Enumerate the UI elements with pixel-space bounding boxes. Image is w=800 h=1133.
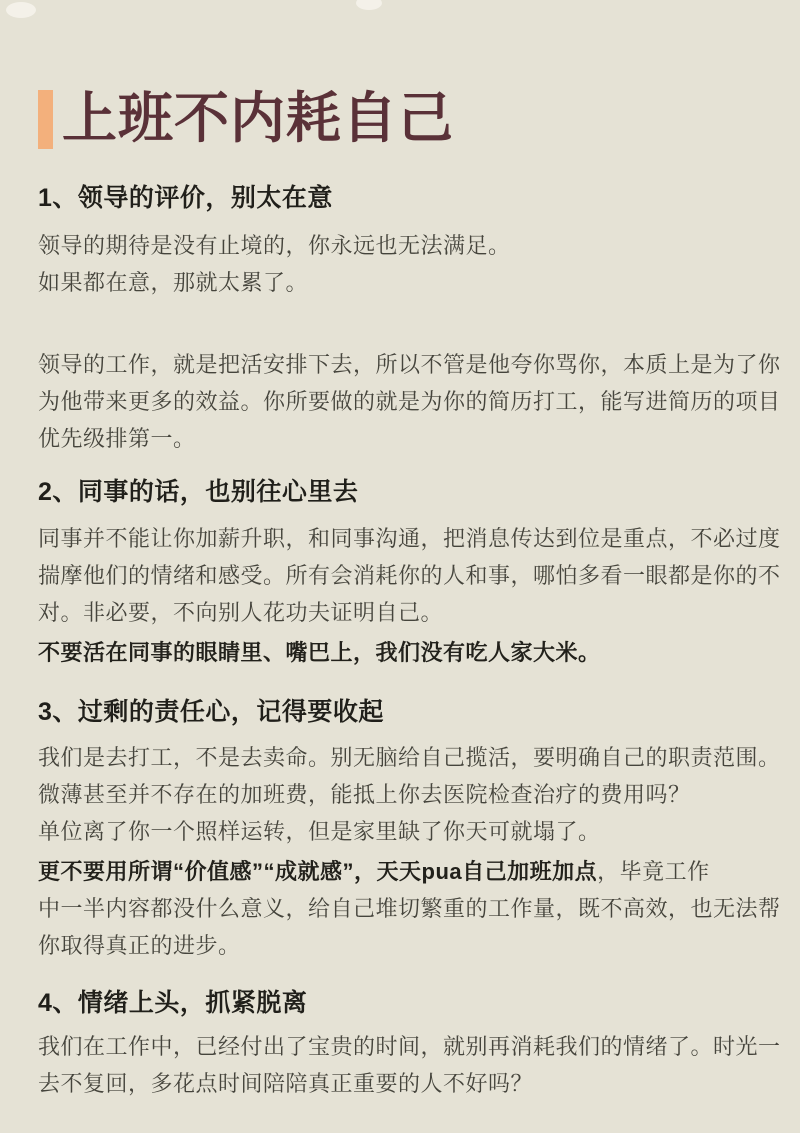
body-line: 如果都在意，那就太累了。 — [38, 270, 309, 295]
body-line: 领导的期待是没有止境的，你永远也无法满足。 — [38, 233, 511, 258]
title-accent-bar — [38, 90, 53, 149]
body-line: 去不复回，多花点时间陪陪真正重要的人不好吗？ — [38, 1071, 534, 1096]
section-2 — [38, 477, 781, 671]
body-line: 你取得真正的进步。 — [38, 933, 241, 958]
emphasis-segment: 更不要用所谓“价值感”“成就感”，天天pua自己加班加点 — [38, 859, 598, 884]
body-line: 揣摩他们的情绪和感受。所有会消耗你的人和事，哪怕多看一眼都是你的不 — [38, 563, 781, 588]
page-title: 上班不内耗自己 — [62, 87, 455, 149]
section-3-heading: 3、过剩的责任心，记得要收起 — [38, 698, 384, 726]
section-3-paragraph-2-mixed — [38, 853, 781, 964]
section-2-paragraph-1 — [38, 520, 781, 631]
section-4-paragraph-1 — [38, 1028, 781, 1102]
body-line: 优先级排第一。 — [38, 426, 196, 451]
section-1-paragraph-2 — [38, 346, 781, 457]
body-line: 对。非必要，不向别人花功夫证明自己。 — [38, 600, 444, 625]
body-line: 我们在工作中，已经付出了宝贵的时间，就别再消耗我们的情绪了。时光一 — [38, 1034, 781, 1059]
body-line: 为他带来更多的效益。你所要做的就是为你的简历打工，能写进简历的项目 — [38, 389, 781, 414]
body-line: 我们是去打工，不是去卖命。别无脑给自己揽活，要明确自己的职责范围。 — [38, 745, 781, 770]
section-2-heading: 2、同事的话，也别往心里去 — [38, 478, 359, 506]
body-line: 微薄甚至并不存在的加班费，能抵上你去医院检查治疗的费用吗？ — [38, 782, 691, 807]
section-3-paragraph-1 — [38, 739, 781, 850]
regular-segment: ，毕竟工作 — [597, 859, 710, 884]
section-4 — [38, 988, 781, 1102]
emphasis-line: 不要活在同事的眼睛里、嘴巴上，我们没有吃人家大米。 — [38, 640, 601, 665]
section-1 — [38, 183, 781, 457]
section-1-paragraph-1 — [38, 227, 770, 301]
body-line-mixed — [38, 853, 770, 890]
body-line: 同事并不能让你加薪升职，和同事沟通，把消息传达到位是重点，不必过度 — [38, 526, 781, 551]
paper-smudge — [6, 2, 36, 18]
section-2-paragraph-2-emphasis — [38, 634, 770, 671]
body-line: 单位离了你一个照样运转，但是家里缺了你天可就塌了。 — [38, 819, 601, 844]
section-1-heading: 1、领导的评价，别太在意 — [38, 184, 333, 212]
body-line: 领导的工作，就是把活安排下去，所以不管是他夸你骂你，本质上是为了你 — [38, 352, 781, 377]
section-3 — [38, 697, 781, 964]
title-block — [38, 0, 770, 150]
section-4-heading: 4、情绪上头，抓紧脱离 — [38, 989, 308, 1017]
body-line: 中一半内容都没什么意义，给自己堆切繁重的工作量，既不高效，也无法帮 — [38, 896, 781, 921]
